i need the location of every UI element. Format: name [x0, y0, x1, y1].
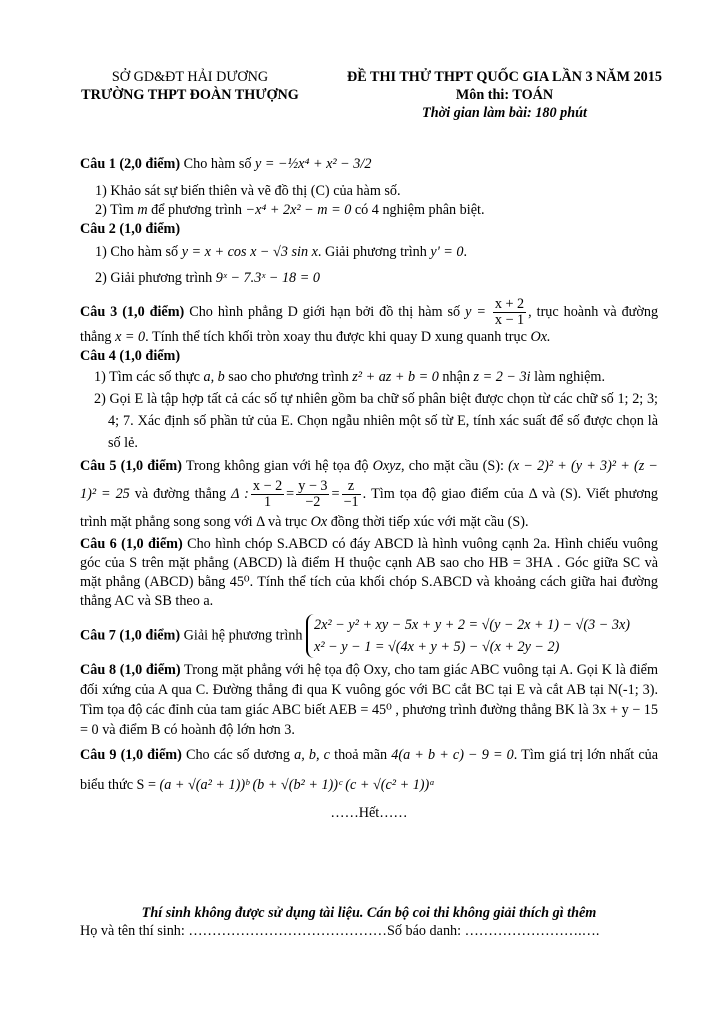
q5-frac2 — [296, 479, 329, 510]
q3-text-c: . Tính thể tích khối tròn xoay thu được khi quay D xung quanh trục — [145, 329, 527, 345]
q5-f3d: −1 — [343, 494, 359, 510]
q9-cond: 4(a + b + c) − 9 = 0 — [391, 747, 514, 763]
q1-item2-formula: −x⁴ + 2x² − m = 0 — [245, 202, 352, 218]
q3-label: Câu 3 (1,0 điểm) — [80, 303, 185, 320]
q5-text-a: Trong không gian với hệ tọa độ — [185, 458, 369, 474]
q1-text: Cho hàm số — [183, 156, 252, 172]
header-right — [322, 68, 687, 122]
q1-item2-b: để phương trình — [151, 202, 242, 218]
q2-item2-formula: 9ˣ − 7.3ˣ − 18 = 0 — [215, 270, 320, 286]
q5-line-prefix: Δ : — [231, 485, 249, 502]
q5-f1d: 1 — [263, 494, 272, 510]
q3-formula2: x = 0 — [115, 329, 146, 345]
q3-axis: Ox. — [530, 329, 551, 345]
q9-label: Câu 9 (1,0 điểm) — [80, 747, 182, 763]
q4-item2: 2) Gọi E là tập hợp tất cả các số tự nhiên gồm ba chữ số phân biệt được chọn từ các chữ số 1; 2; 3; 4; 7. Xác định số phần tử của E. Chọn ngẫu nhiên một số từ E, tính xác suất để số được chọn là số lẻ. — [94, 391, 658, 451]
q9-text-a: Cho các số dương — [185, 747, 290, 763]
question-3: Câu 3 (1,0 điểm) Cho hình phẳng D giới hạn bởi đồ thị hàm số y = $\frac{x + 2}{x - 1}$ , trục hoành và đường thẳng x = 0. Tính thể tích khối tròn xoay thu được khi quay D xung quanh trục Ox. — [80, 296, 659, 345]
questions — [80, 146, 658, 823]
q4-item1-c: nhận — [442, 369, 470, 385]
q1-item2 — [80, 201, 658, 220]
q3-text-a: Cho hình phẳng D giới hạn bởi đồ thị hàm số — [189, 303, 461, 320]
q5-text-c: và đường thẳng — [134, 485, 227, 502]
q5-f2d: −2 — [305, 494, 321, 510]
exam-title: ĐỀ THI THỬ THPT QUỐC GIA LẦN 3 NĂM 2015 — [347, 69, 662, 85]
q1-formula: y = −½x⁴ + x² − 3/2 — [255, 156, 372, 172]
question-7 — [80, 614, 658, 658]
header-left — [70, 68, 310, 104]
q2-label: Câu 2 (1,0 điểm) — [80, 221, 181, 237]
q9-vars: a, b, c — [294, 747, 330, 763]
q7-eq1: 2x² − y² + xy − 5x + y + 2 = √(y − 2x + 1) − √(3 − 3x) — [314, 617, 631, 633]
exam-duration: Thời gian làm bài: 180 phút — [422, 105, 587, 121]
q3-frac-den: x − 1 — [494, 312, 525, 328]
q2-item2 — [80, 265, 658, 291]
question-1 — [80, 146, 658, 182]
department-name: SỞ GD&ĐT HẢI DƯƠNG — [111, 69, 269, 85]
q4-item1-b: sao cho phương trình — [228, 369, 349, 385]
q7-label: Câu 7 (1,0 điểm) — [80, 627, 181, 644]
q5-text-e: đồng thời tiếp xúc với mặt cầu (S). — [330, 514, 529, 530]
q9-expr: (a + √(a² + 1))ᵇ (b + √(b² + 1))ᶜ (c + √(c² + 1))ᵃ — [159, 777, 435, 793]
q8-text: Trong mặt phẳng với hệ tọa độ Oxy, cho tam giác ABC vuông tại A. Gọi K là điểm đối xứng của A qua C. Đường thẳng đi qua K vuông góc với BC cắt BC tại E và cắt AB tại N(-1; 3). Tìm tọa độ các đỉnh của tam giác ABC biết AEB = 45⁰ , phương trình đường thẳng BK là 3x + y − 15 = 0 và điểm B có hoành độ lớn hơn 3. — [80, 662, 658, 738]
q2-item2-a: 2) Giải phương trình — [95, 270, 213, 286]
q4-item1-formula2: z = 2 − 3i — [473, 369, 531, 385]
q9-text-b: thoả mãn — [334, 747, 388, 763]
q5-label: Câu 5 (1,0 điểm) — [80, 458, 182, 474]
q5-f1n: x − 2 — [252, 478, 283, 494]
q2-item1-formula2: y' = 0 — [430, 244, 464, 260]
candidate-info-line: Họ và tên thí sinh: ……………………………………Số báo danh: …………………….…. — [80, 923, 600, 939]
q6-text: Cho hình chóp S.ABCD có đáy ABCD là hình vuông cạnh 2a. Hình chiếu vuông góc của S trên mặt phẳng (ABCD) là điểm H thuộc cạnh AB sao cho HB = 3HA . Góc giữa SC và mặt phẳng (ABCD) bằng 45⁰. Tính thể tích của khối chóp S.ABCD và khoảng cách giữa hai đường thẳng AC và SB theo a. — [80, 536, 658, 609]
q1-item1: 1) Khảo sát sự biến thiên và vẽ đồ thị (C) của hàm số. — [95, 183, 401, 199]
q8-label: Câu 8 (1,0 điểm) — [80, 662, 181, 678]
q4-item1 — [80, 366, 658, 388]
q1-label: Câu 1 (2,0 điểm) — [80, 156, 181, 172]
q5-frac3 — [342, 479, 361, 510]
q1-item2-m: m — [137, 202, 148, 218]
exam-subject: Môn thi: TOÁN — [455, 87, 554, 103]
q9-text-c: . Tìm giá trị lớn nhất của biểu thức S = — [80, 747, 659, 793]
q2-item1: 1) Cho hàm số y = x + cos x − √3 sin x. Giải phương trình y' = 0. — [95, 244, 468, 260]
q7-eq2: x² − y − 1 = √(4x + y + 5) − √(x + 2y − 2) — [314, 639, 560, 655]
footer-note: Thí sinh không được sử dụng tài liệu. Cán bộ coi thi không giải thích gì thêm — [141, 905, 597, 921]
q4-item1-vars: a, b — [203, 369, 225, 385]
end-marker: ……Hết…… — [330, 805, 408, 821]
question-6 — [80, 535, 658, 611]
q7-system — [306, 614, 630, 658]
q3-text-b: , trục hoành và đường thẳng — [80, 303, 659, 345]
q3-frac-num: x + 2 — [494, 296, 525, 312]
q3-fraction — [493, 297, 526, 328]
q5-text-d: . Tìm tọa độ giao điểm của Δ và (S). Viết phương trình mặt phẳng song song với Δ và trục — [80, 485, 659, 530]
q1-item2-c: có 4 nghiệm phân biệt. — [354, 202, 485, 218]
q5-frac1 — [251, 479, 284, 510]
q5-oxyz: Oxyz — [372, 458, 401, 474]
q7-text: Giải hệ phương trình — [183, 627, 303, 644]
q5-f2n: y − 3 — [298, 478, 328, 494]
q2-item1-a: 1) Cho hàm số — [95, 244, 179, 260]
q1-item2-a: 2) Tìm — [95, 202, 134, 218]
q5-f3n: z — [342, 479, 361, 495]
question-8 — [80, 660, 658, 740]
q4-item1-a: 1) Tìm các số thực — [94, 369, 200, 385]
q2-item1-b: . Giải phương trình — [317, 244, 427, 260]
q6-label: Câu 6 (1,0 điểm) — [80, 536, 183, 552]
question-5: Câu 5 (1,0 điểm) Trong không gian với hệ tọa độ Oxyz, cho mặt cầu (S): (x − 2)² + (y + 3)² + (z − 1)² = 25 và đường thẳng Δ : $\frac{x - 2}{1}$ = $\frac{y - 3}{-2}$ = $\frac{z}{-1}$ . Tìm tọa độ giao điểm của Δ và (S). Viết phương trình mặt phẳng song song với Δ và trục Ox đồng thời tiếp xúc với mặt cầu (S). — [80, 458, 659, 530]
q5-text-b: , cho mặt cầu (S): — [400, 458, 504, 474]
q4-item1-d: làm nghiệm. — [534, 369, 606, 385]
q4-label: Câu 4 (1,0 điểm) — [80, 348, 181, 364]
question-9 — [80, 740, 658, 800]
q5-ox: Ox — [310, 514, 328, 530]
school-name: TRƯỜNG THPT ĐOÀN THƯỢNG — [81, 87, 299, 103]
q5-sphere: (x − 2)² + (y + 3)² + (z − 1)² = 25 — [80, 458, 658, 502]
q2-item1-formula: y = x + cos x − √3 sin x — [181, 244, 318, 260]
q4-item1-formula: z² + az + b = 0 — [352, 369, 439, 385]
